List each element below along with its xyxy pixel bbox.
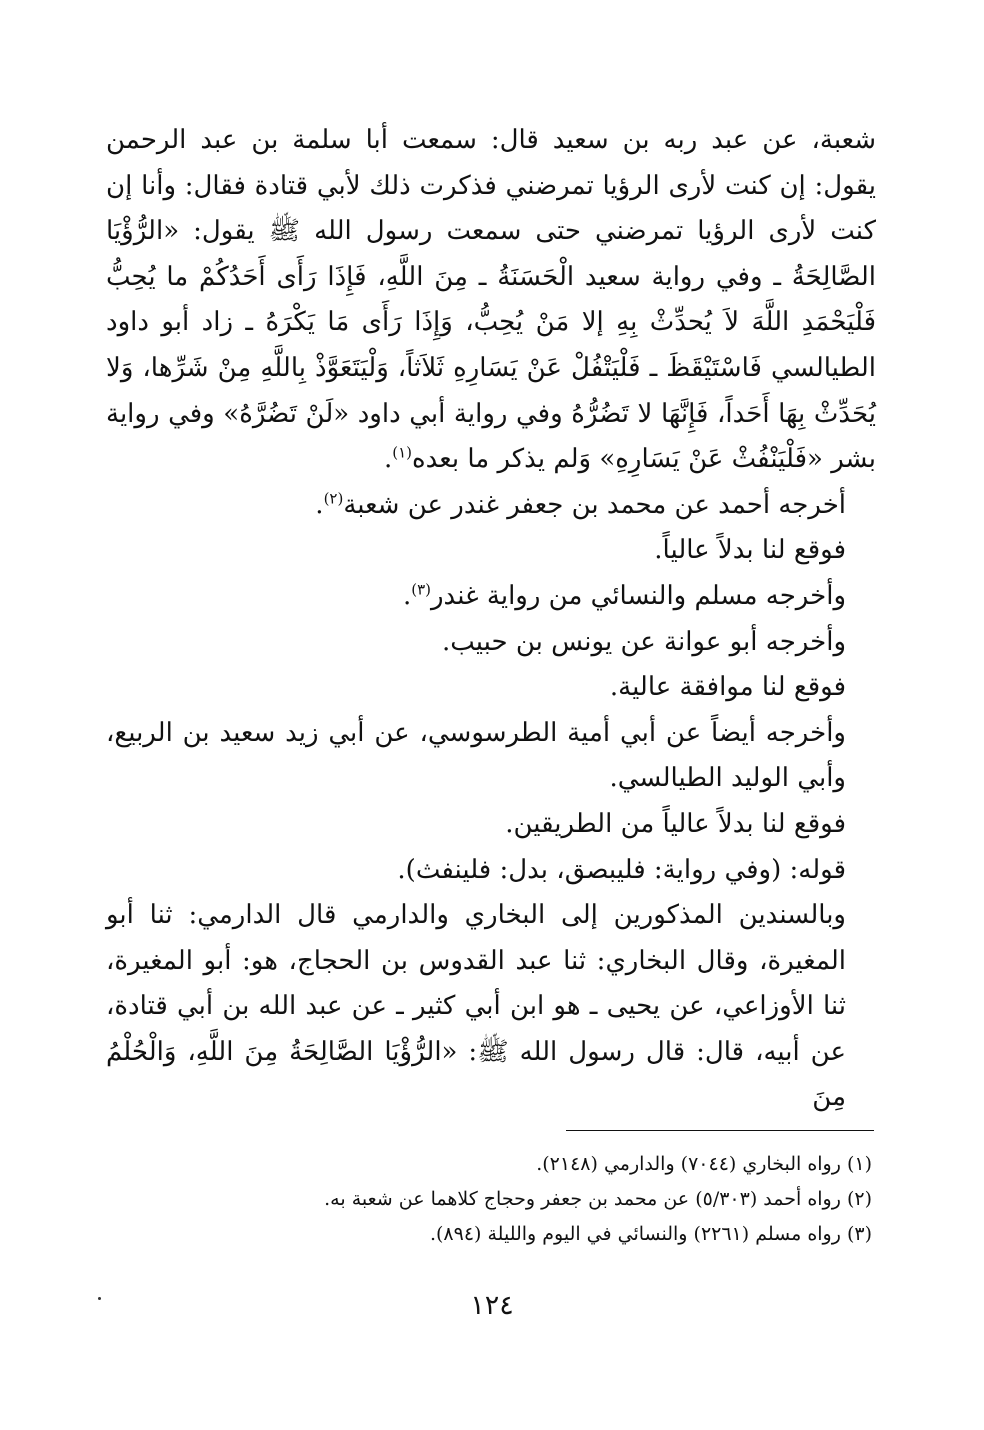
footnote-2: (٢) رواه أحمد (٥/٣٠٣) عن محمد بن جعفر وحجاج كلاهما عن شعبة به. [324,1188,872,1210]
paragraph-ahmad: أخرجه أحمد عن محمد بن جعفر غندر عن شعبة$^{(٢)}$. [315,489,846,520]
paragraph-abu-awana: وأخرجه أبو عوانة عن يونس بن حبيب. [442,626,846,657]
paragraph-sanad: وبالسندين المذكورين إلى البخاري والدارمي قال الدارمي: ثنا أبو المغيرة، وقال البخاري: ثنا عبد القدوس بن الحجاج، هو: أبو المغيرة، ثنا الأوزاعي، عن يحيى ـ هو ابن أبي كثير ـ عن عبد الله بن أبي قتادة، عن أبيه، قال: قال رسول الله ﷺ: «الرُّؤْيَا الصَّالِحَةُ مِنَ اللَّهِ، وَالْحُلْمُ مِنَ [106,900,846,1113]
page-number: ١٢٤ [470,1290,514,1321]
paragraph-badal-1: فوقع لنا بدلاً عالياً. [654,535,846,566]
footnote-3: (٣) رواه مسلم (٢٢٦١) والنسائي في اليوم والليلة (٨٩٤). [429,1223,872,1245]
footnote-ref-3: (٣) [411,580,431,599]
footnote-ref-1: (١) [392,443,413,462]
footnote-divider [566,1130,874,1131]
footnote-ref-2: (٢) [323,489,344,508]
paragraph-hadith: شعبة، عن عبد ربه بن سعيد قال: سمعت أبا سلمة بن عبد الرحمن يقول: إن كنت لأرى الرؤيا تمرضني فذكرت ذلك لأبي قتادة فقال: وأنا إن كنت لأرى الرؤيا تمرضني حتى سمعت رسول الله ﷺ يقول: «الرُّؤْيَا الصَّالِحَةُ ـ وفي رواية سعيد الْحَسَنَةُ ـ مِنَ اللَّهِ، فَإِذَا رَأَى أَحَدُكُمْ ما يُحِبُّ فَلْيَحْمَدِ اللَّهَ لاَ يُحدِّثْ بِهِ إلا مَنْ يُحِبُّ، وَإِذَا رَأَى مَا يَكْرَهُ ـ زاد أبو داود الطيالسي فَاسْتَيْقَظَ ـ فَلْيَتْفُلْ عَنْ يَسَارِهِ ثَلاَثاً، وَلْيَتَعَوَّذْ بِاللَّهِ مِنْ شَرِّها، وَلا يُحَدِّثْ بِهَا أَحَداً، فَإِنَّهَا لا تَضُرُّهُ وفي رواية أبي داود «لَنْ تَضُرَّهُ» وفي رواية بشر «فَلْيَنْفُثْ عَنْ يَسَارِهِ» وَلم يذكر ما بعده$^{(١)}$. [106,125,877,475]
main-text [106,118,876,1121]
paragraph-tarsusi: وأخرجه أيضاً عن أبي أمية الطرسوسي، عن أبي زيد سعيد بن الربيع، وأبي الوليد الطيالسي. [106,717,846,794]
footnote-1: (١) رواه البخاري (٧٠٤٤) والدارمي (٢١٤٨). [536,1153,872,1175]
paragraph-qawluhu: قوله: (وفي رواية: فليبصق، بدل: فلينفث). [397,854,846,885]
paragraph-muslim: وأخرجه مسلم والنسائي من رواية غندر$^{(٣)}$. [402,580,846,611]
footnotes [106,1147,872,1252]
paragraph-muwafaqa: فوقع لنا موافقة عالية. [609,672,846,703]
paragraph-badal-2: فوقع لنا بدلاً عالياً من الطريقين. [505,808,846,839]
